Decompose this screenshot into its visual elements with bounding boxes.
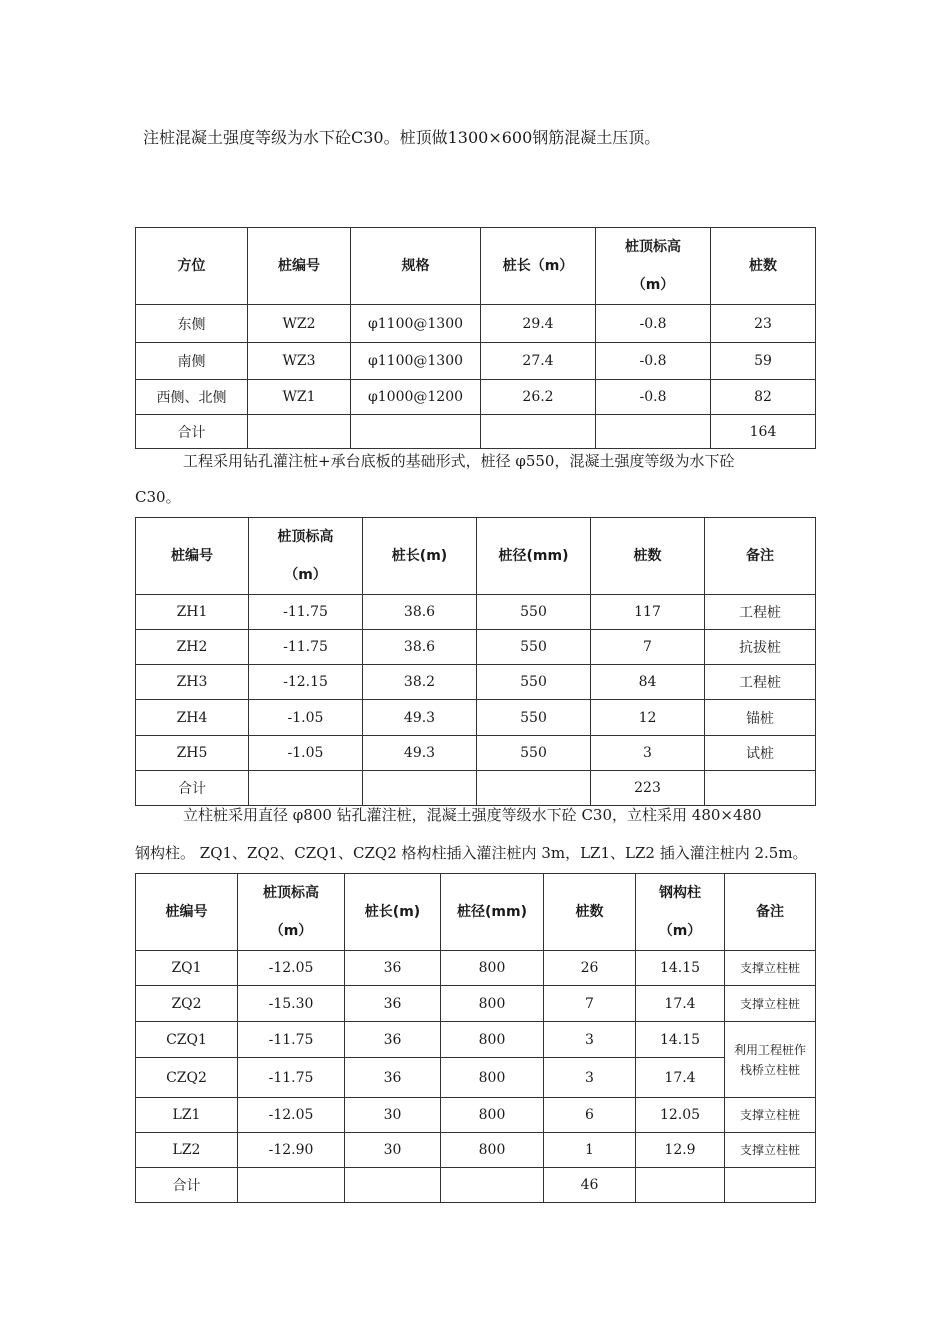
cell: 6 [544,1098,636,1133]
cell: 38.6 [363,630,477,665]
cell: -11.75 [249,630,363,665]
cell: CZQ1 [136,1022,238,1058]
cell: ZH2 [136,630,249,665]
cell: WZ1 [248,380,351,415]
header-line: （m） [631,277,675,293]
total-value: 164 [711,415,816,449]
cell: 支撑立柱桩 [725,1133,816,1168]
cell: 工程桩 [705,595,816,630]
cell [441,1168,544,1203]
cell: 抗拔桩 [705,630,816,665]
cell [636,1168,725,1203]
header-cell [636,874,725,951]
header-cell: 备注 [725,874,816,951]
merged-note-cell [725,1022,816,1098]
paragraph-line: 钢构柱。 ZQ1、ZQ2、CZQ1、CZQ2 格构柱插入灌注桩内 3m，LZ1、LZ2 插入灌注桩内 2.5m。 [135,844,808,862]
cell: φ1100@1300 [351,343,481,380]
cell: 49.3 [363,736,477,771]
header-line: 钢构柱 [659,885,701,901]
cell: 550 [477,736,591,771]
cell: -15.30 [238,986,345,1022]
cell: 试桩 [705,736,816,771]
cell: φ1100@1300 [351,305,481,343]
cell: ZH4 [136,700,249,736]
cell: 3 [544,1022,636,1058]
cell: -0.8 [596,305,711,343]
cell: 26 [544,951,636,986]
total-value: 46 [544,1168,636,1203]
cell: φ1000@1200 [351,380,481,415]
table-row [136,736,816,771]
cell [363,771,477,806]
cell [725,1168,816,1203]
paragraph-3 [135,803,825,865]
header-cell: 桩编号 [248,228,351,305]
cell: LZ1 [136,1098,238,1133]
header-cell: 方位 [136,228,248,305]
cell: 3 [544,1058,636,1098]
table-header-row [136,228,816,305]
table-row [136,986,816,1022]
cell: 23 [711,305,816,343]
cell: 550 [477,630,591,665]
cell [351,415,481,449]
table-header-row [136,518,816,595]
cell [596,415,711,449]
cell: 800 [441,1098,544,1133]
cell: -11.75 [238,1022,345,1058]
cell: 17.4 [636,1058,725,1098]
header-cell: 桩数 [591,518,705,595]
cell: 东侧 [136,305,248,343]
table-row [136,665,816,700]
cell: 17.4 [636,986,725,1022]
cell: 36 [345,986,441,1022]
cell: 7 [591,630,705,665]
header-cell [249,518,363,595]
cell: 27.4 [481,343,596,380]
cell: 7 [544,986,636,1022]
cell: ZQ1 [136,951,238,986]
table-column-piles [135,873,816,1203]
paragraph-1: 注桩混凝土强度等级为水下砼C30。桩顶做1300×600钢筋混凝土压顶。 [143,128,661,147]
note-line: 利用工程桩作 [733,1042,806,1057]
cell: 38.6 [363,595,477,630]
cell: WZ2 [248,305,351,343]
cell: 锚桩 [705,700,816,736]
cell: -0.8 [596,380,711,415]
header-cell: 规格 [351,228,481,305]
cell: CZQ2 [136,1058,238,1098]
cell: 30 [345,1133,441,1168]
cell [238,1168,345,1203]
cell: WZ3 [248,343,351,380]
paragraph-2 [135,449,825,509]
cell: -11.75 [238,1058,345,1098]
cell: 南侧 [136,343,248,380]
cell: 14.15 [636,951,725,986]
cell: -1.05 [249,736,363,771]
header-cell: 桩数 [711,228,816,305]
cell: 12 [591,700,705,736]
header-line: （m） [658,923,702,939]
table-row [136,380,816,415]
cell [481,415,596,449]
cell: 800 [441,1058,544,1098]
cell: 支撑立柱桩 [725,951,816,986]
cell: 550 [477,700,591,736]
cell: -12.90 [238,1133,345,1168]
table-row [136,951,816,986]
cell [249,771,363,806]
cell: 550 [477,665,591,700]
cell: 800 [441,1133,544,1168]
cell: 550 [477,595,591,630]
header-line: （m） [284,567,327,583]
header-cell: 桩编号 [136,874,238,951]
cell: 82 [711,380,816,415]
table-row [136,305,816,343]
table-foundation-piles [135,227,816,449]
header-cell: 桩编号 [136,518,249,595]
table-engineering-piles [135,517,816,806]
cell: 36 [345,1022,441,1058]
total-label: 合计 [136,771,249,806]
header-cell: 桩径(mm) [441,874,544,951]
total-value: 223 [591,771,705,806]
table-total-row [136,771,816,806]
header-cell: 桩径(mm) [477,518,591,595]
cell: 12.9 [636,1133,725,1168]
paragraph-line: 立柱桩采用直径 φ800 钻孔灌注桩，混凝土强度等级水下砼 C30，立柱采用 480×480 [183,806,762,824]
cell: 800 [441,951,544,986]
table-row [136,1133,816,1168]
cell: -11.75 [249,595,363,630]
cell: ZH1 [136,595,249,630]
cell: -1.05 [249,700,363,736]
cell [705,771,816,806]
cell [345,1168,441,1203]
cell [248,415,351,449]
table-row [136,1022,816,1058]
header-cell [596,228,711,305]
cell: ZH5 [136,736,249,771]
header-line: （m） [269,923,313,939]
cell: 29.4 [481,305,596,343]
note-line: 栈桥立柱桩 [739,1062,800,1077]
header-cell: 桩长(m) [363,518,477,595]
header-cell: 桩长(m) [345,874,441,951]
total-label: 合计 [136,415,248,449]
table-row [136,700,816,736]
cell: -0.8 [596,343,711,380]
cell: 支撑立柱桩 [725,986,816,1022]
paragraph-line: C30。 [135,488,181,506]
header-line: 桩顶标高 [263,885,319,901]
cell: 支撑立柱桩 [725,1098,816,1133]
table-header-row [136,874,816,951]
cell: -12.05 [238,1098,345,1133]
table-row [136,595,816,630]
table-row [136,1098,816,1133]
cell: 800 [441,986,544,1022]
header-cell [238,874,345,951]
cell: 12.05 [636,1098,725,1133]
cell: 38.2 [363,665,477,700]
table-total-row [136,415,816,449]
cell: 59 [711,343,816,380]
cell: 西侧、北侧 [136,380,248,415]
paragraph-line: 工程采用钻孔灌注桩+承台底板的基础形式，桩径 φ550，混凝土强度等级为水下砼 [183,452,735,470]
table-row [136,343,816,380]
table-row [136,1058,816,1098]
cell: 84 [591,665,705,700]
cell: ZH3 [136,665,249,700]
cell: 30 [345,1098,441,1133]
cell: 36 [345,951,441,986]
table-row [136,630,816,665]
header-line: 桩顶标高 [277,529,334,545]
cell: ZQ2 [136,986,238,1022]
cell: 工程桩 [705,665,816,700]
cell: 3 [591,736,705,771]
cell: 1 [544,1133,636,1168]
cell: 26.2 [481,380,596,415]
table-total-row [136,1168,816,1203]
cell: 36 [345,1058,441,1098]
header-cell: 桩数 [544,874,636,951]
cell: 117 [591,595,705,630]
cell: 800 [441,1022,544,1058]
cell: 14.15 [636,1022,725,1058]
cell: -12.15 [249,665,363,700]
cell: LZ2 [136,1133,238,1168]
total-label: 合计 [136,1168,238,1203]
header-line: 桩顶标高 [625,239,681,255]
cell: 49.3 [363,700,477,736]
header-cell: 桩长（m） [481,228,596,305]
cell: -12.05 [238,951,345,986]
header-cell: 备注 [705,518,816,595]
cell [477,771,591,806]
